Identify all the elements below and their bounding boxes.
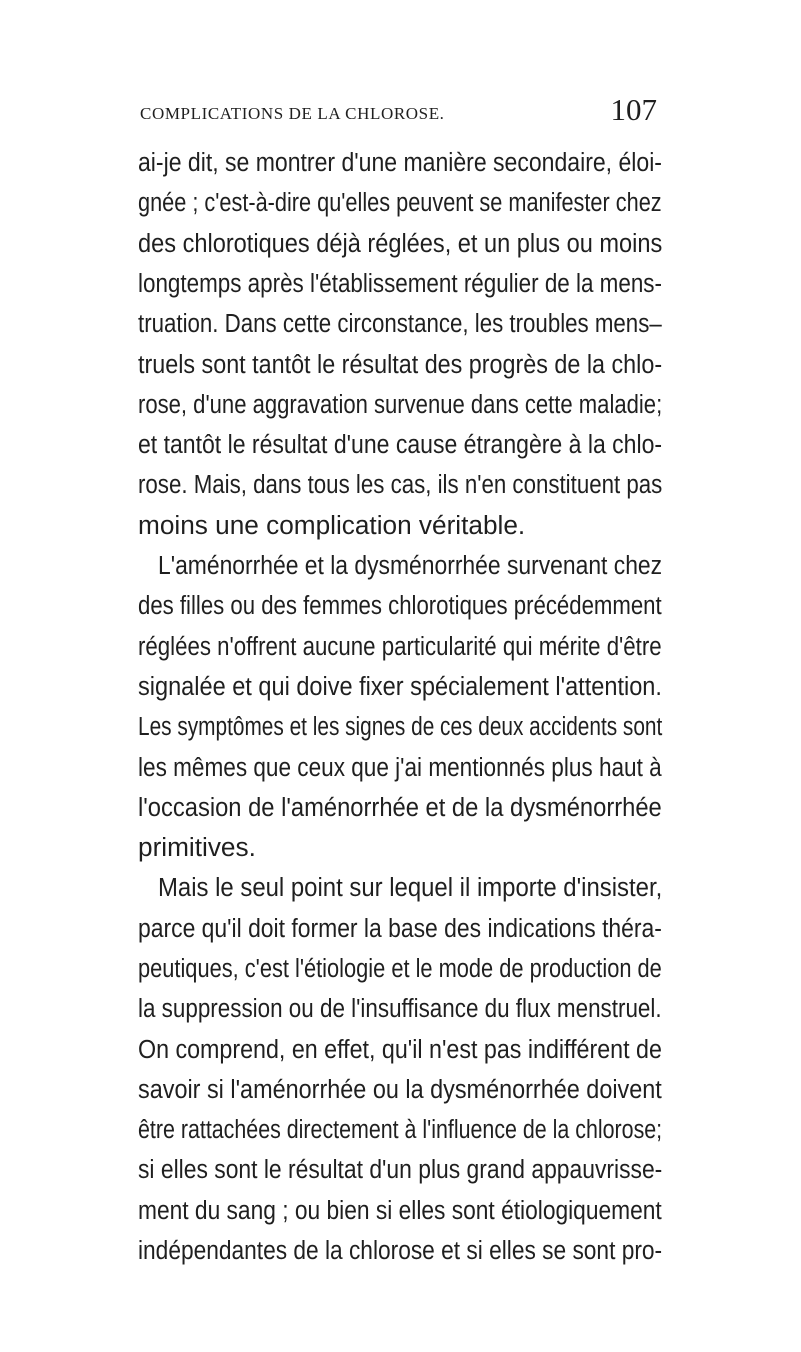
text-line: ai-je dit, se montrer d'une manière secondaire, éloi- (138, 147, 662, 177)
text-line: les mêmes que ceux que j'ai mentionnés plus haut à (138, 752, 662, 782)
text-line: On comprend, en effet, qu'il n'est pas indifférent de (138, 1034, 662, 1064)
text-line: truels sont tantôt le résultat des progrès de la chlo- (138, 349, 663, 379)
text-line: des filles ou des femmes chlorotiques précédemment (138, 590, 662, 620)
text-line: des chlorotiques déjà réglées, et un plus ou moins (138, 228, 663, 258)
text-line: et tantôt le résultat d'une cause étrangère à la chlo- (138, 429, 663, 459)
text-line: rose, d'une aggravation survenue dans cette maladie; (138, 389, 663, 419)
text-line: savoir si l'aménorrhée ou la dysménorrhée doivent (138, 1074, 662, 1104)
text-line: être rattachées directement à l'influence de la chlorose; (138, 1114, 663, 1144)
text-line: ment du sang ; ou bien si elles sont étiologiquement (138, 1195, 662, 1225)
text-line: Mais le seul point sur lequel il importe d'insister, (158, 872, 663, 902)
text-line: indépendantes de la chlorose et si elles se sont pro- (138, 1235, 663, 1265)
text-line: réglées n'offrent aucune particularité qui mérite d'être (138, 631, 662, 661)
page-number: 107 (610, 92, 657, 127)
text-line: la suppression ou de l'insuffisance du flux menstruel. (138, 993, 662, 1023)
text-line: longtemps après l'établissement régulier de la mens- (138, 268, 662, 298)
text-line: l'occasion de l'aménorrhée et de la dysménorrhée (138, 792, 662, 822)
text-line: si elles sont le résultat d'un plus grand appauvrisse- (138, 1154, 663, 1184)
text-line: primitives. (138, 832, 256, 862)
text-line: parce qu'il doit former la base des indications théra- (138, 913, 662, 943)
text-line: signalée et qui doive fixer spécialement l'attention. (138, 671, 662, 701)
text-line: truation. Dans cette circonstance, les troubles mens– (138, 308, 662, 338)
text-line: rose. Mais, dans tous les cas, ils n'en constituent pas (138, 469, 663, 499)
running-title: COMPLICATIONS DE LA CHLOROSE. (140, 104, 445, 123)
text-line: gnée ; c'est-à-dire qu'elles peuvent se manifester chez (138, 187, 662, 217)
running-head (140, 94, 657, 130)
text-line: peutiques, c'est l'étiologie et le mode de production de (138, 953, 662, 983)
text-line: L'aménorrhée et la dysménorrhée survenant chez (158, 550, 663, 580)
text-line: moins une complication véritable. (138, 510, 526, 540)
text-line: Les symptômes et les signes de ces deux accidents sont (138, 711, 663, 741)
